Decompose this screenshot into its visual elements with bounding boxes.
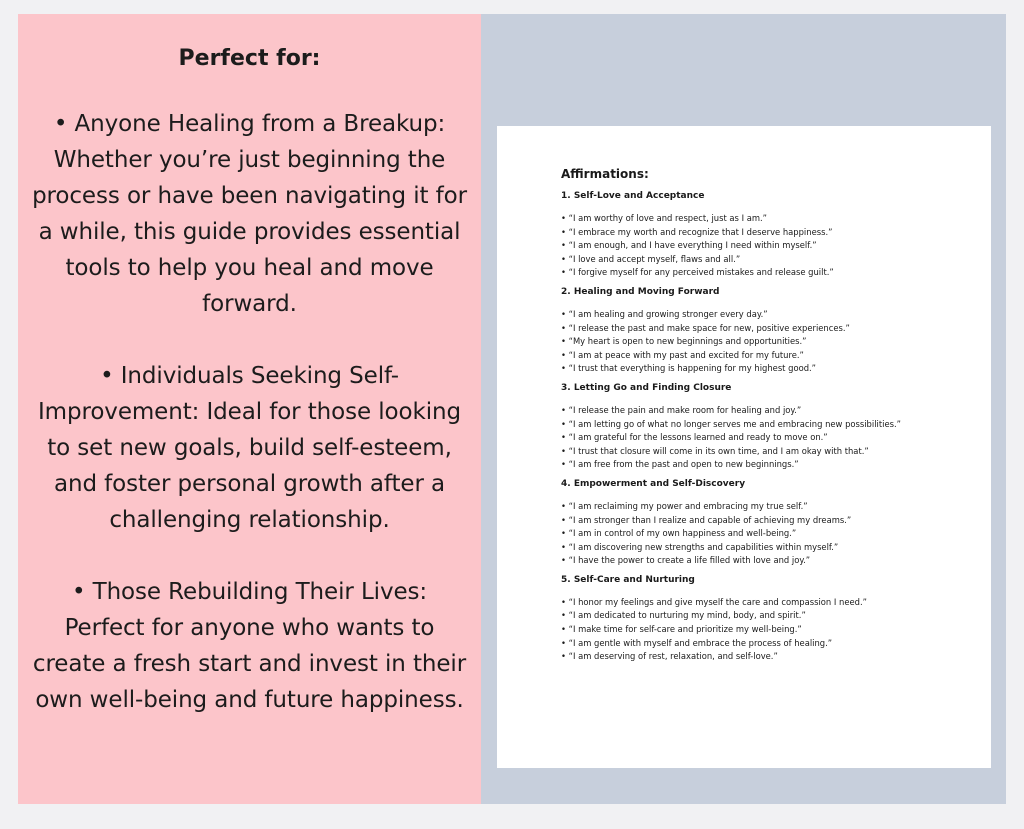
list-item: • “I am enough, and I have everything I need within myself.” <box>561 240 817 251</box>
document-title: Affirmations: <box>561 167 649 181</box>
list-item: • “I am gentle with myself and embrace the process of healing.” <box>561 637 833 648</box>
document-page <box>497 126 991 768</box>
list-item: • “I am worthy of love and respect, just as I am.” <box>561 213 768 223</box>
list-item: • “I have the power to create a life filled with love and joy.” <box>561 555 811 566</box>
list-item: • “I am stronger than I realize and capable of achieving my dreams.” <box>561 514 852 525</box>
list-item: • “I make time for self-care and prioritize my well-being.” <box>561 624 802 635</box>
section <box>561 574 951 664</box>
list-item: • “I trust that everything is happening for my highest good.” <box>561 363 817 374</box>
panel-heading: Perfect for: <box>178 46 321 71</box>
list-item: • “I am grateful for the lessons learned and ready to move on.” <box>561 432 828 443</box>
panel-paragraph: • Individuals Seeking Self-Improvement: Ideal for those looking to set new goals, build self-esteem, and foster personal growth after a challenging relationship. <box>38 363 461 533</box>
section-title: 1. Self-Love and Acceptance <box>561 191 705 201</box>
list-item: • “I am dedicated to nurturing my mind, body, and spirit.” <box>561 610 806 621</box>
list-item: • “I release the past and make space for new, positive experiences.” <box>561 322 850 333</box>
section-title: 3. Letting Go and Finding Closure <box>561 382 732 393</box>
section <box>561 286 951 376</box>
list-item: • “I trust that closure will come in its own time, and I am okay with that.” <box>561 445 869 456</box>
list-item: • “I am in control of my own happiness and well-being.” <box>561 528 797 539</box>
affirmation-list <box>561 404 951 472</box>
section <box>561 382 951 472</box>
product-image <box>18 14 1006 804</box>
list-item: • “I am healing and growing stronger every day.” <box>561 308 768 319</box>
section-title: 2. Healing and Moving Forward <box>561 286 720 297</box>
list-item: • “I forgive myself for any perceived mistakes and release guilt.” <box>561 267 834 278</box>
left-panel <box>18 14 481 804</box>
affirmation-list <box>561 212 951 280</box>
right-panel <box>481 14 1006 804</box>
section <box>561 190 951 280</box>
panel-paragraph: • Anyone Healing from a Breakup: Whether you’re just beginning the process or have been navigating it for a while, this guide provides essential tools to help you heal and move forward. <box>32 111 467 317</box>
list-item: • “I am reclaiming my power and embracing my true self.” <box>561 500 808 511</box>
section-title: 4. Empowerment and Self-Discovery <box>561 478 746 489</box>
affirmation-list <box>561 308 951 376</box>
list-item: • “I am discovering new strengths and capabilities within myself.” <box>561 541 839 552</box>
list-item: • “I love and accept myself, flaws and all.” <box>561 253 741 264</box>
list-item: • “My heart is open to new beginnings and opportunities.” <box>561 336 807 347</box>
panel-paragraph: • Those Rebuilding Their Lives: Perfect for anyone who wants to create a fresh start and invest in their own well-being and future happiness. <box>32 579 467 713</box>
section <box>561 478 951 568</box>
affirmation-list <box>561 596 951 664</box>
list-item: • “I honor my feelings and give myself the care and compassion I need.” <box>561 596 867 607</box>
list-item: • “I am letting go of what no longer serves me and embracing new possibilities.” <box>561 418 901 429</box>
section-title: 5. Self-Care and Nurturing <box>561 574 695 585</box>
list-item: • “I am deserving of rest, relaxation, and self-love.” <box>561 651 778 662</box>
affirmation-list <box>561 500 951 568</box>
list-item: • “I am at peace with my past and excited for my future.” <box>561 349 804 360</box>
list-item: • “I am free from the past and open to new beginnings.” <box>561 459 799 470</box>
list-item: • “I embrace my worth and recognize that I deserve happiness.” <box>561 226 833 237</box>
list-item: • “I release the pain and make room for healing and joy.” <box>561 404 802 415</box>
